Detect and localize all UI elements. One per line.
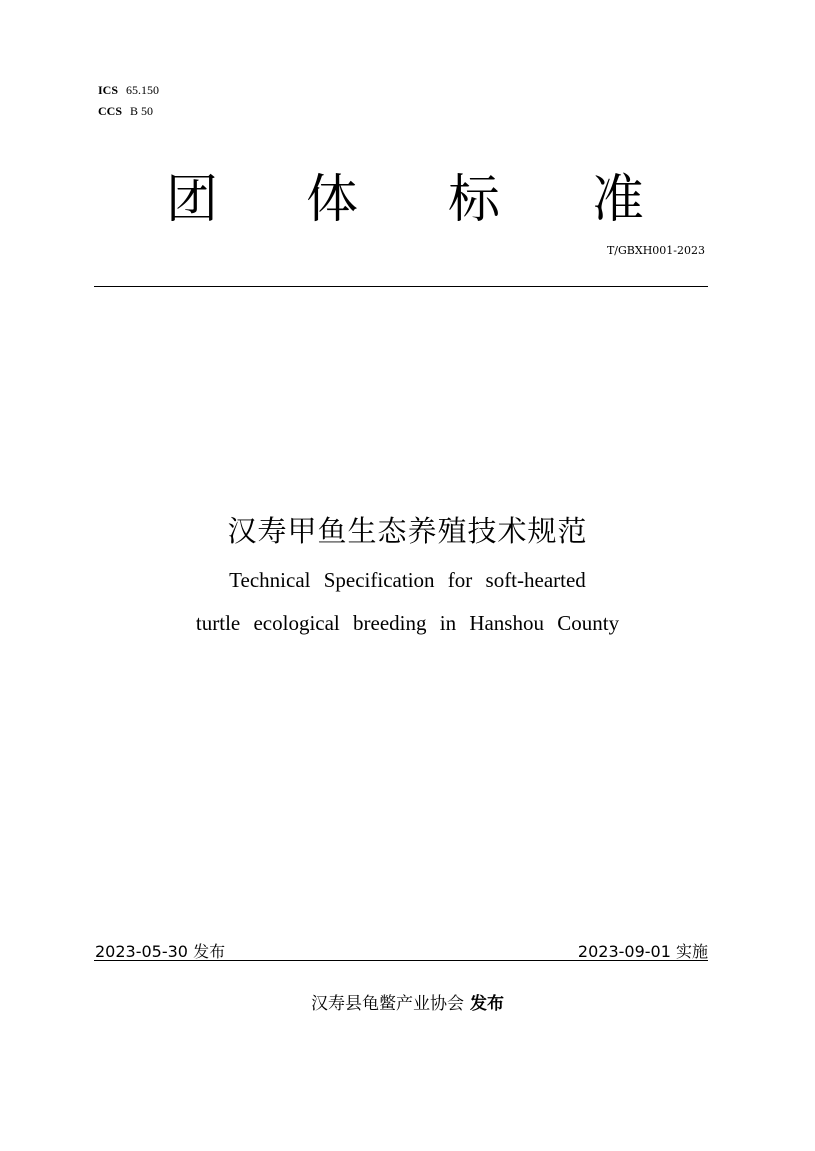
title-chinese: 汉寿甲鱼生态养殖技术规范 xyxy=(227,514,588,548)
ics-value: 65.150 xyxy=(126,83,160,97)
implement-date: 2023-09-01 实施 xyxy=(577,942,708,961)
ccs-label: CCS xyxy=(98,104,123,118)
publisher-org: 汉寿县龟鳖产业协会 xyxy=(311,994,464,1014)
header-char-2: 体 xyxy=(306,170,359,230)
ccs-classification xyxy=(98,104,153,118)
top-divider xyxy=(94,286,708,287)
publisher-action: 发布 xyxy=(470,994,504,1014)
standard-number: T/GBXH001-2023 xyxy=(606,244,705,257)
publisher-line xyxy=(0,993,815,1015)
header-char-1: 团 xyxy=(166,170,219,230)
title-english-line-1: Technical Specification for soft-hearted xyxy=(229,568,586,592)
header-char-4: 准 xyxy=(592,170,645,230)
ics-classification xyxy=(98,83,159,97)
ics-label: ICS xyxy=(98,83,119,97)
ccs-value: B 50 xyxy=(130,104,154,118)
title-english-line-2: turtle ecological breeding in Hanshou County xyxy=(195,611,620,635)
header-char-3: 标 xyxy=(448,170,501,230)
bottom-divider xyxy=(94,960,708,961)
publish-date: 2023-05-30 发布 xyxy=(95,942,226,961)
